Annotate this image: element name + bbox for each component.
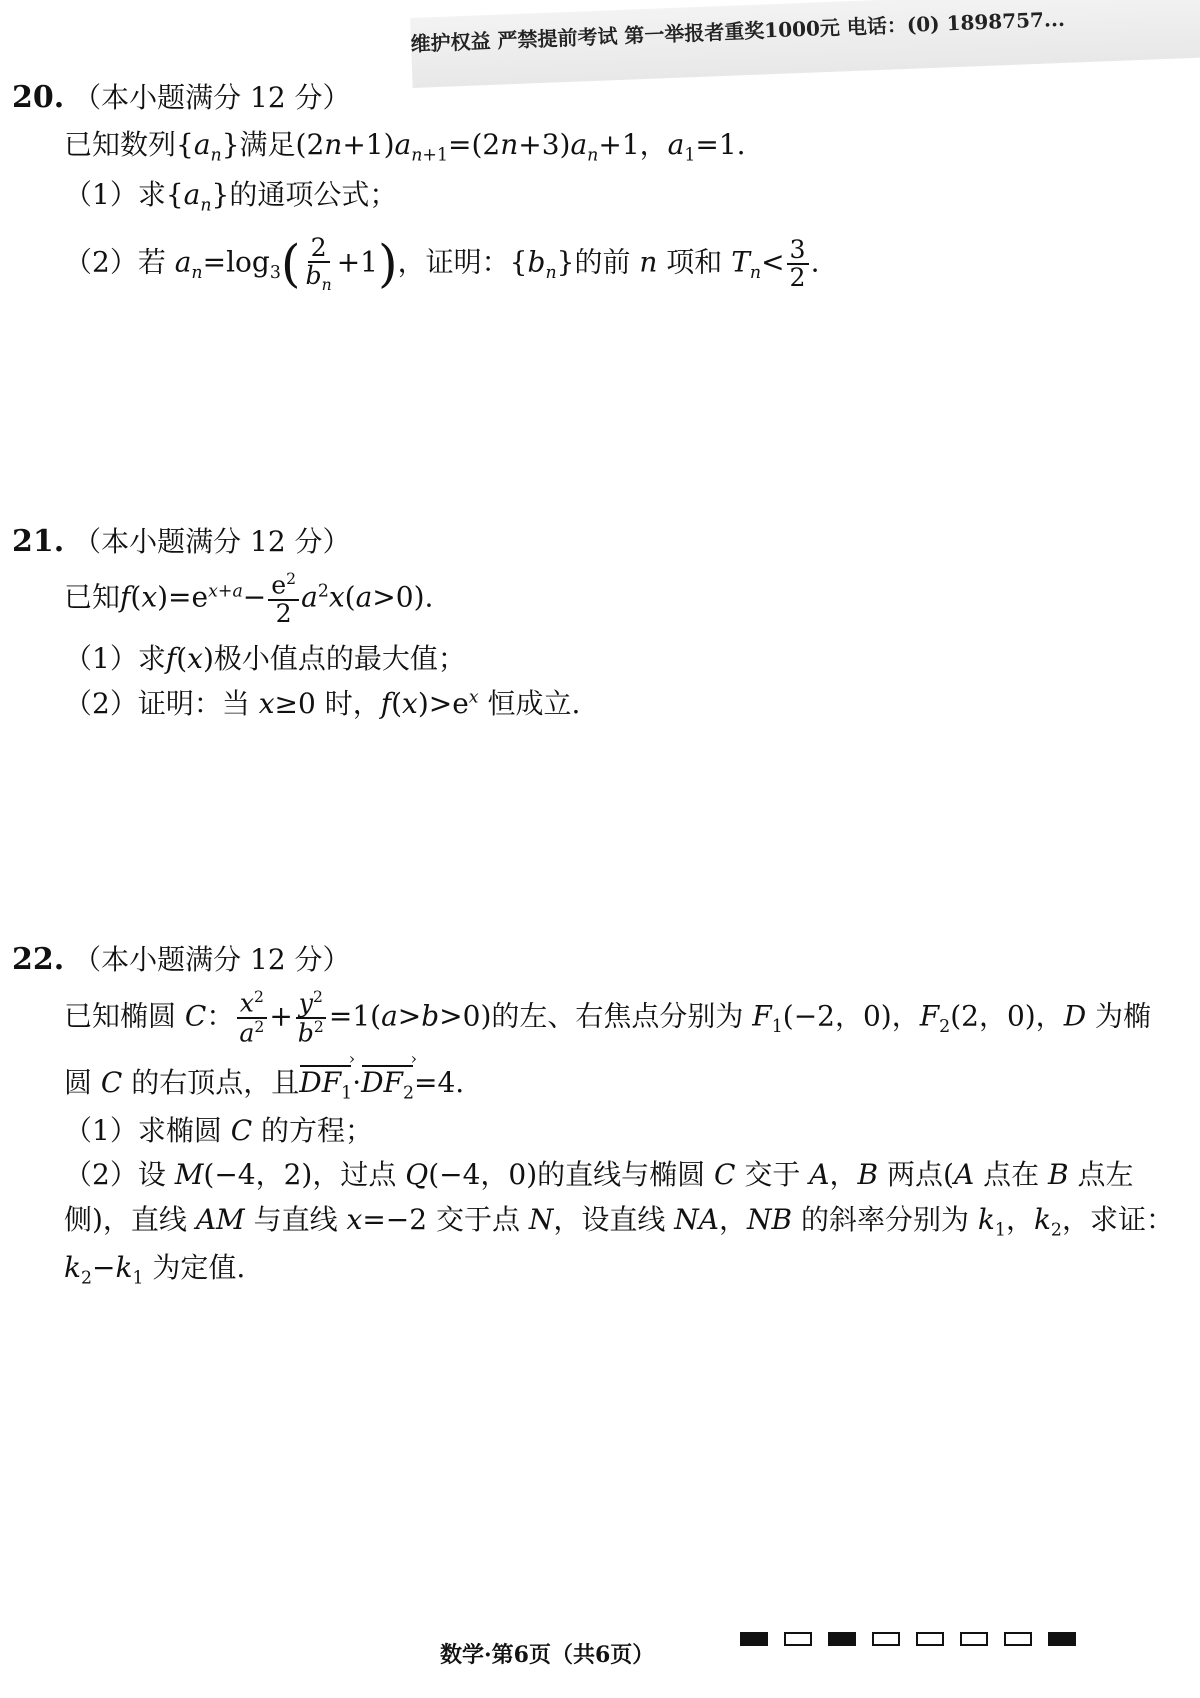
question-stem-continued: 圆 C 的右顶点，且$DF_1$ $›\cdot DF_2$ ›=4. [12, 1065, 1174, 1105]
question-part-2: （2）设 M(−4，2)，过点 Q(−4，0)的直线与椭圆 C 交于 A，B 两点(A 点在 B 点左 [64, 1158, 1134, 1192]
question-part-1: （1）求f(x)极小值点的最大值； [64, 642, 466, 676]
alignment-marks [740, 1632, 1076, 1646]
question-heading: （本小题满分 12 分） [73, 943, 351, 976]
question-number: 20. [12, 80, 65, 115]
page-footer-label: 数学·第6页（共6页） [440, 1642, 655, 1668]
question-stem: 已知椭圆 C： $\frac{x^2}{a^2}$ + $\frac{y^2}{b^2}$ =1(a>b>0)的左、右焦点分别为 $F_1(-2$，0)，$F_2(2$，0)，D 为椭 [64, 988, 1152, 1048]
question-heading: （本小题满分 12 分） [73, 81, 351, 114]
question-heading: （本小题满分 12 分） [73, 525, 351, 558]
question-part-2: （2）证明：当 x≥0 时，$f(x)>e^x$ 恒成立. [64, 686, 581, 720]
alignment-mark [1048, 1632, 1076, 1646]
question-20 [12, 78, 819, 297]
alignment-mark [828, 1632, 856, 1646]
question-part-1: （1）求$\{a_n\}$的通项公式； [64, 178, 398, 216]
header-banner-text: 维护权益 严禁提前考试 第一举报者重奖1000元 电话：(0) 1898757... [410, 6, 1066, 56]
question-number: 22. [12, 942, 65, 977]
question-part-1: （1）求椭圆 C 的方程； [64, 1113, 374, 1147]
alignment-mark [1004, 1632, 1032, 1646]
question-number: 21. [12, 524, 65, 559]
question-stem: 已知数列$\{a_n\}$满足$(2n+1)a_{n+1}=(2n+3)a_n+1$，$a_1=1$. [64, 128, 746, 166]
question-part-2: （2）若 $a_n=\log_3$( $\frac{2}{b_n}$ +1)，证明：$\{b_n\}$的前 n 项和 $T_n<$ $\frac{3}{2}$ . [64, 232, 820, 295]
question-part-2-end: $k_2-k_1$ 为定值. [64, 1250, 246, 1289]
alignment-mark [916, 1632, 944, 1646]
question-stem: 已知$f(x)=e^{x+a}-$ $\frac{e^2}{2}$ $a^2x(a>0)$. [64, 570, 434, 628]
question-22 [12, 940, 1174, 1290]
alignment-mark [960, 1632, 988, 1646]
alignment-mark [784, 1632, 812, 1646]
question-21 [12, 522, 580, 722]
alignment-mark [740, 1632, 768, 1646]
alignment-mark [872, 1632, 900, 1646]
question-part-2-continued: 侧)，直线 AM 与直线 x=−2 交于点 N，设直线 NA，NB 的斜率分别为 $k_1$，$k_2$，求证： [64, 1202, 1174, 1241]
